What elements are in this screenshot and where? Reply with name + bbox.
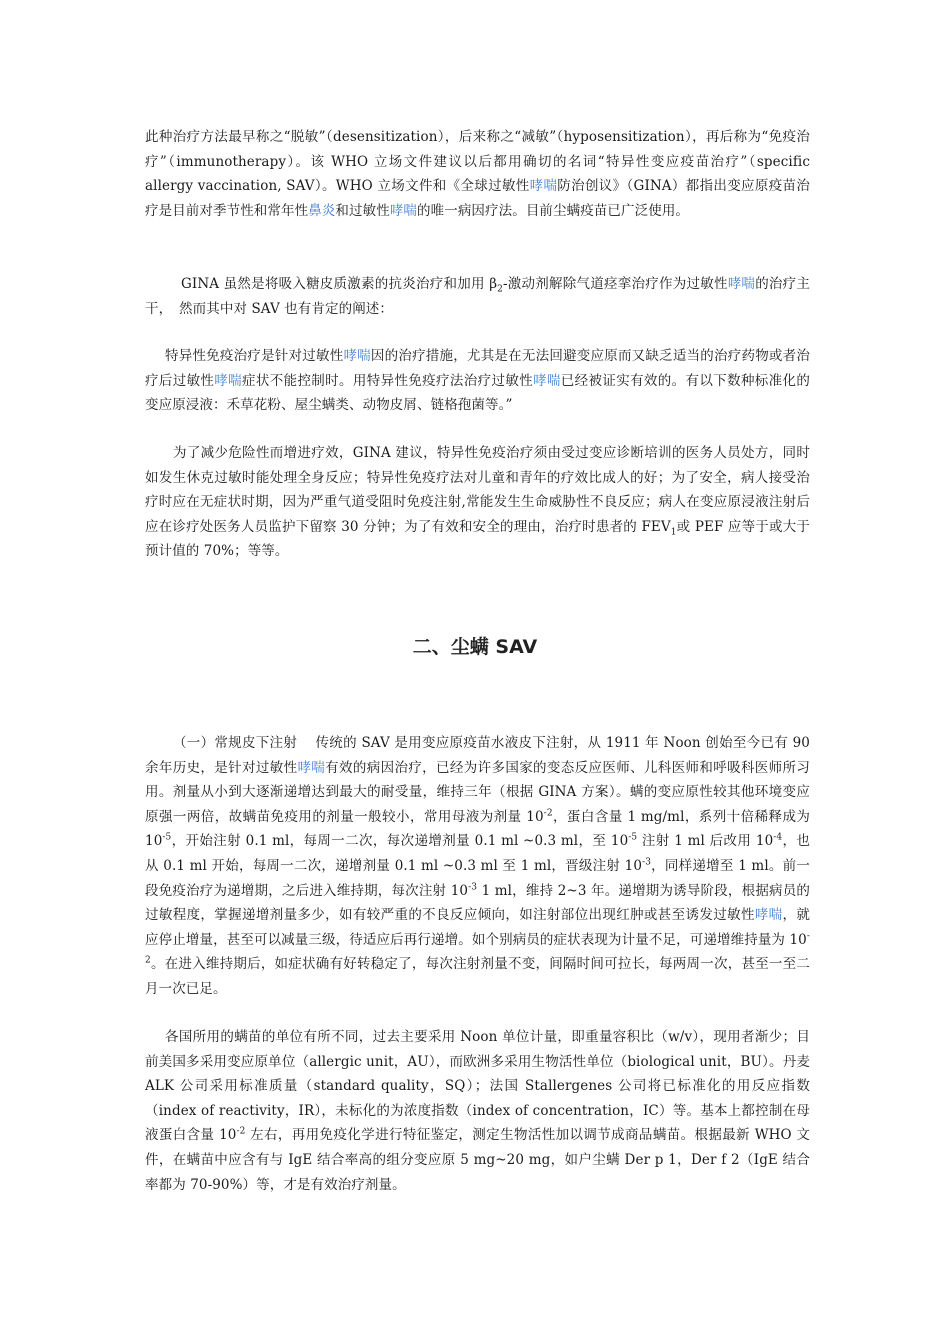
text-run: ，也从 0.1 ml 开始，每周一二次，递增剂量 0.1 ml ~0.3 ml 至 1 ml，晋级注射 10 (145, 833, 810, 874)
superscript: -2 (543, 808, 553, 819)
text-run: 此种治疗方法最早称之“脱敏”（desensitization），后来称之“减敏”（hyposensitization），再后称为“免疫治疗”（immunotherapy）。该 WHO 立场文件建议以后都用确切的名词“特异性变应疫苗治疗”（specific allergy vaccination, SAV）。WHO 立场文件和《全球过敏性 (145, 129, 810, 195)
text-run: 或 PEF 应等于或大于预计值的 70%；等等。 (145, 518, 810, 560)
text-run: 1 ml，维持 2~3 年。递增期为诱导阶段，根据病员的过敏程度，掌握递增剂量多少，如有较严重的不良反应倾向，如注射部位出现红肿或甚至诱发过敏性 (145, 882, 811, 924)
text-run: 左右，再用免疫化学进行特征鉴定，测定生物活性加以调节成商品螨苗。根据最新 WHO 文件，在螨苗中应含有与 IgE 结合率高的组分变应原 5 mg~20 mg，如户尘螨 Der p 1，Der f 2（IgE 结合率都为 70-90%）等，才是有效治疗剂量。 (145, 1127, 810, 1193)
text-run: （一）常规皮下注射 传统的 SAV 是用变应原疫苗水液皮下注射，从 1911 年 Noon 创始至今已有 90 余年历史，是针对过敏性 (145, 735, 810, 776)
link-asthma[interactable]: 哮喘 (389, 202, 418, 219)
text-run: 已经被证实有效的。有以下数种标准化的变应原浸液：禾草花粉、屋尘螨类、动物皮屑、链格孢菌等。” (145, 372, 810, 414)
paragraph-gina (145, 272, 810, 321)
superscript: -3 (642, 857, 652, 868)
text-run: -激动剂解除气道痉挛治疗作为过敏性 (503, 276, 728, 292)
text-run: 因的治疗措施，尤其是在无法回避变应原而又缺乏适当的治疗药物或者治疗后过敏性 (145, 348, 810, 389)
paragraph-gina-advice (145, 441, 810, 564)
superscript: -2 (145, 931, 810, 966)
superscript: -4 (773, 832, 783, 843)
text-run: ，就应停止增量，甚至可以减量三级，待适应后再行递增。如个别病员的症状表现为计量不足，可递增维持量为 10 (145, 907, 810, 948)
superscript: -3 (468, 882, 478, 893)
text-run: 各国所用的螨苗的单位有所不同，过去主要采用 Noon 单位计量，即重量容积比（w/v），现用者渐少；目前美国多采用变应原单位（allergic unit，AU），而欧洲多采用生物活性单位（biological unit，BU）。丹麦 ALK 公司采用标准质量（standard quality，SQ）；法国 Stallergenes 公司将已标准化的用反应指数（index of reactivity，IR），未标化的为浓度指数（index of concentration，IC）等。基本上都控制在母液蛋白含量 10 (145, 1029, 810, 1144)
text-run: ，同样递增至 1 ml。前一段免疫治疗为递增期，之后进入维持期，每次注射 10 (145, 857, 810, 899)
text-run: 为了减少危险性而增进疗效，GINA 建议，特异性免疫治疗须由受过变应诊断培训的医务人员处方，同时如发生休克过敏时能处理全身反应；特异性免疫疗法对儿童和青年的疗效比成人的好；为了安全，病人接受治疗时应在无症状时期，因为严重气道受阻时免疫注射,常能发生生命威胁性不良反应；病人在变应原浸液注射后应在诊疗处医务人员监护下留察 30 分钟；为了有效和安全的理由，治疗时患者的 FEV (145, 445, 810, 535)
link-rhinitis[interactable]: 鼻炎 (308, 202, 336, 219)
section-heading: 二、尘螨 SAV (412, 636, 538, 658)
link-asthma[interactable]: 哮喘 (727, 276, 756, 292)
link-asthma[interactable]: 哮喘 (533, 372, 561, 389)
text-run: 特异性免疫治疗是针对过敏性 (165, 348, 344, 364)
subscript: 1 (670, 527, 677, 538)
link-asthma[interactable]: 哮喘 (754, 907, 783, 924)
superscript: -5 (628, 832, 638, 843)
text-run: 的治疗主干， 然而其中对 SAV 也有肯定的阐述： (145, 276, 811, 317)
text-run: ，蛋白含量 1 mg/ml，系列十倍稀释成为 10 (145, 808, 811, 850)
link-asthma[interactable]: 哮喘 (529, 178, 558, 195)
link-asthma[interactable]: 哮喘 (214, 372, 243, 389)
paragraph-units (145, 1025, 810, 1197)
text-run: 防治创议》（GINA）都指出变应原疫苗治疗是目前对季节性和常年性 (145, 178, 810, 219)
text-run: GINA 虽然是将吸入糖皮质激素的抗炎治疗和加用 β (181, 276, 498, 292)
link-asthma[interactable]: 哮喘 (343, 348, 371, 364)
superscript: -5 (162, 832, 172, 843)
paragraph-subcutaneous (145, 731, 810, 1002)
paragraph-intro (145, 125, 810, 223)
text-run: 和过敏性 (335, 202, 390, 219)
text-run: 的唯一病因疗法。目前尘螨疫苗已广泛使用。 (417, 202, 690, 219)
text-run: 注射 1 ml 后改用 10 (637, 833, 774, 850)
text-run: 症状不能控制时。用特异性免疫疗法治疗过敏性 (242, 372, 534, 389)
paragraph-quote (145, 344, 810, 418)
subscript: 2 (497, 284, 503, 295)
link-asthma[interactable]: 哮喘 (297, 759, 326, 776)
text-run: 有效的病因治疗，已经为许多国家的变态反应医师、儿科医师和呼吸科医师所习用。剂量从小到大逐渐递增达到最大的耐受量，维持三年（根据 GINA 方案）。螨的变应原性较其他环境变应原强一两倍，故螨苗免疫用的剂量一般较小，常用母液为剂量 10 (145, 759, 810, 825)
text-run: ，开始注射 0.1 ml，每周一二次，每次递增剂量 0.1 ml ~0.3 ml，至 10 (171, 833, 629, 850)
superscript: -2 (236, 1126, 246, 1137)
text-run: 。在进入维持期后，如症状确有好转稳定了，每次注射剂量不变，间隔时间可拉长，每两周一次，甚至一至二月一次已足。 (145, 956, 810, 997)
